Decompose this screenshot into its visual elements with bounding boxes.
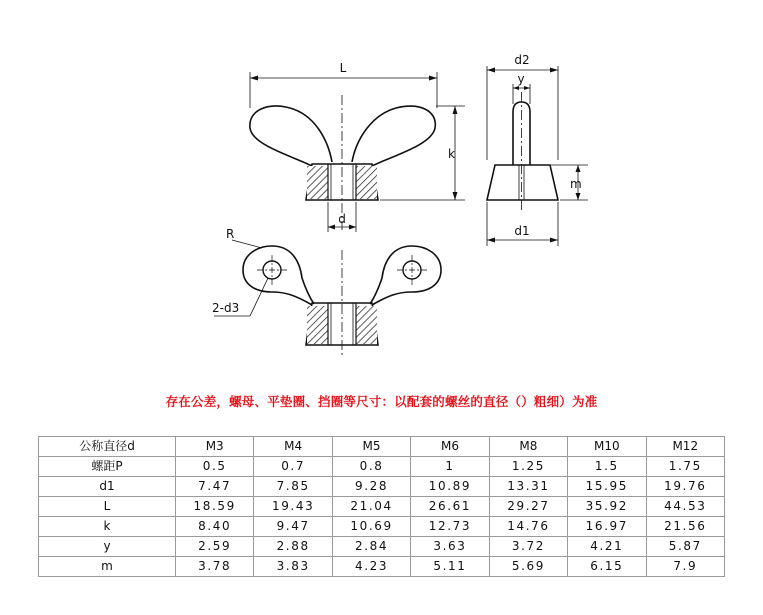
header-cell: M5: [332, 437, 410, 457]
spec-table: [38, 436, 725, 577]
table-cell: 5.87: [646, 537, 724, 557]
table-row: [39, 517, 725, 537]
table-row: [39, 557, 725, 577]
table-cell: 19.76: [646, 477, 724, 497]
dim-label-d: d: [338, 212, 346, 226]
dim-label-L: L: [339, 61, 347, 75]
table-cell: 13.31: [489, 477, 567, 497]
dim-label-2-d3: 2-d3: [212, 301, 240, 315]
table-cell: 0.8: [332, 457, 410, 477]
table-cell: 29.27: [489, 497, 567, 517]
table-cell: 0.7: [254, 457, 332, 477]
table-cell: 3.63: [411, 537, 489, 557]
table-cell: 1: [411, 457, 489, 477]
row-header: k: [39, 517, 176, 537]
table-cell: 21.04: [332, 497, 410, 517]
header-cell: M12: [646, 437, 724, 457]
table-cell: 18.59: [176, 497, 254, 517]
table-cell: 8.40: [176, 517, 254, 537]
table-cell: 7.85: [254, 477, 332, 497]
table-cell: 1.75: [646, 457, 724, 477]
row-header: y: [39, 537, 176, 557]
table-cell: 15.95: [568, 477, 646, 497]
dim-label-m: m: [570, 177, 582, 191]
table-cell: 9.47: [254, 517, 332, 537]
tolerance-note: 存在公差，螺母、平垫圈、挡圈等尺寸：以配套的螺丝的直径（）粗细）为准: [165, 394, 598, 409]
row-header: m: [39, 557, 176, 577]
side-view: [487, 53, 588, 246]
table-cell: 1.5: [568, 457, 646, 477]
table-cell: 9.28: [332, 477, 410, 497]
table-cell: 26.61: [411, 497, 489, 517]
table-cell: 2.59: [176, 537, 254, 557]
table-cell: 4.21: [568, 537, 646, 557]
table-cell: 14.76: [489, 517, 567, 537]
header-cell: M6: [411, 437, 489, 457]
table-cell: 0.5: [176, 457, 254, 477]
table-cell: 1.25: [489, 457, 567, 477]
table-cell: 10.69: [332, 517, 410, 537]
dim-label-d2: d2: [514, 53, 530, 67]
header-cell: M10: [568, 437, 646, 457]
table-cell: 2.84: [332, 537, 410, 557]
row-header: d1: [39, 477, 176, 497]
front-view: [250, 61, 465, 232]
table-cell: 5.11: [411, 557, 489, 577]
table-cell: 5.69: [489, 557, 567, 577]
table-row: [39, 497, 725, 517]
table-cell: 16.97: [568, 517, 646, 537]
dim-label-k: k: [448, 147, 455, 161]
table-cell: 7.47: [176, 477, 254, 497]
table-header-row: [39, 437, 725, 457]
table-cell: 35.92: [568, 497, 646, 517]
row-header: 螺距P: [39, 457, 176, 477]
top-view: [212, 227, 441, 358]
table-cell: 44.53: [646, 497, 724, 517]
table-cell: 6.15: [568, 557, 646, 577]
table-cell: 21.56: [646, 517, 724, 537]
table-cell: 3.83: [254, 557, 332, 577]
table-cell: 10.89: [411, 477, 489, 497]
table-cell: 3.78: [176, 557, 254, 577]
table-row: [39, 477, 725, 497]
table-cell: 4.23: [332, 557, 410, 577]
table-row: [39, 457, 725, 477]
dim-label-d1: d1: [514, 224, 530, 238]
dim-label-y: y: [517, 72, 525, 86]
table-cell: 2.88: [254, 537, 332, 557]
table-cell: 19.43: [254, 497, 332, 517]
dim-label-R: R: [226, 227, 235, 241]
table-cell: 7.9: [646, 557, 724, 577]
table-row: [39, 537, 725, 557]
header-cell: M3: [176, 437, 254, 457]
table-cell: 12.73: [411, 517, 489, 537]
header-cell: M8: [489, 437, 567, 457]
table-cell: 3.72: [489, 537, 567, 557]
header-cell: 公称直径d: [39, 437, 176, 457]
header-cell: M4: [254, 437, 332, 457]
row-header: L: [39, 497, 176, 517]
